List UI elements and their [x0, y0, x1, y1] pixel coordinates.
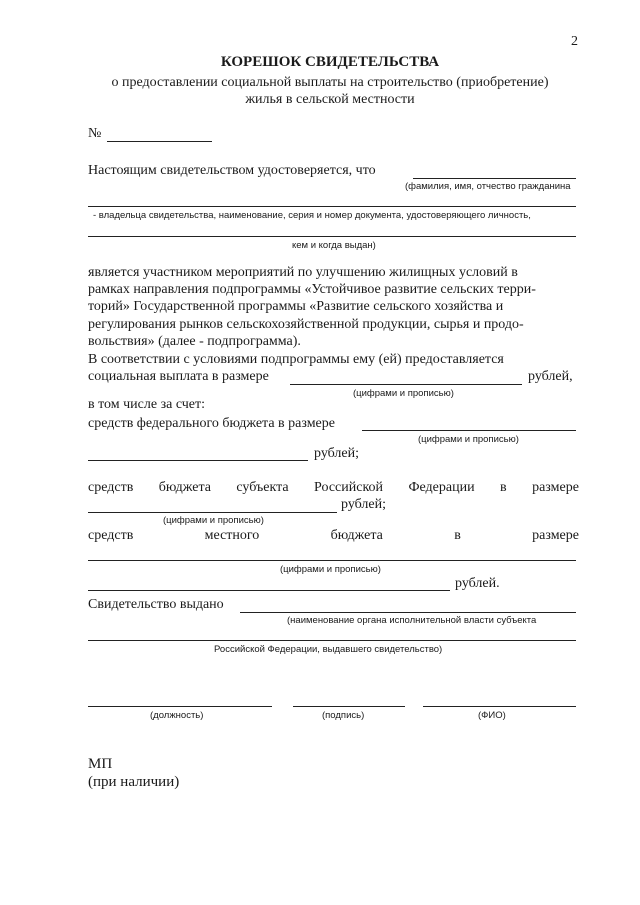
authority-line-2	[88, 640, 576, 641]
para2-line-1: В соответствии с условиями подпрограммы ему (ей) предоставляется	[88, 352, 504, 367]
local-amount-line-2	[88, 590, 450, 591]
federal-text: средств федерального бюджета в размере	[88, 416, 335, 431]
para1-line-5: вольствия» (далее - подпрограмма).	[88, 334, 301, 349]
including-text: в том числе за счет:	[88, 397, 206, 412]
federal-amount-line	[362, 430, 576, 431]
federal-amount-line-2	[88, 460, 308, 461]
caption-authority-2: Российской Федерации, выдавшего свидетельство)	[214, 644, 443, 655]
local-word: местного	[204, 528, 260, 543]
caption-position: (должность)	[150, 710, 204, 721]
local-word: размере	[532, 528, 579, 543]
regional-text	[88, 480, 579, 496]
regional-word: размере	[532, 480, 579, 495]
local-amount-line-1	[88, 560, 576, 561]
stamp-note: (при наличии)	[88, 774, 180, 790]
para2-line-2: социальная выплата в размере	[88, 369, 269, 384]
caption-issued: кем и когда выдан)	[292, 240, 376, 251]
regional-amount-line	[88, 512, 337, 513]
caption-digits-1: (цифрами и прописью)	[353, 388, 454, 399]
fio-short-line	[423, 706, 576, 707]
signature-line	[293, 706, 405, 707]
fio-line	[413, 178, 576, 179]
number-label: №	[88, 126, 102, 141]
regional-word: бюджета	[158, 480, 211, 495]
caption-fio: (фамилия, имя, отчество гражданина	[405, 181, 571, 192]
caption-digits-3: (цифрами и прописью)	[163, 515, 264, 526]
rubles-label-1: рублей,	[528, 369, 573, 384]
document-title: КОРЕШОК СВИДЕТЕЛЬСТВА	[220, 54, 440, 70]
payment-amount-line	[290, 384, 522, 385]
caption-signature: (подпись)	[322, 710, 365, 721]
para1-line-1	[88, 265, 576, 281]
rubles-label-3: рублей;	[341, 497, 386, 512]
certify-text: Настоящим свидетельством удостоверяется, что	[88, 163, 376, 178]
para1-line-4: регулирования рынков сельскохозяйственной продукции, сырья и продо-	[88, 317, 524, 332]
local-word: средств	[88, 528, 134, 543]
regional-word: средств	[88, 480, 134, 495]
issued-label: Свидетельство выдано	[88, 597, 224, 612]
authority-line-1	[240, 612, 576, 613]
regional-word: в	[500, 480, 507, 495]
caption-digits-4: (цифрами и прописью)	[280, 564, 381, 575]
regional-word: Федерации	[408, 480, 475, 495]
rubles-label-2: рублей;	[314, 446, 359, 461]
owner-line	[88, 206, 576, 207]
number-line	[107, 141, 212, 142]
caption-owner: - владельца свидетельства, наименование, серия и номер документа, удостоверяющего личность,	[93, 210, 531, 221]
stamp-label: МП	[88, 756, 113, 772]
para1-text-1: является участником мероприятий по улучшению жилищных условий в	[88, 265, 518, 280]
caption-digits-2: (цифрами и прописью)	[418, 434, 519, 445]
local-text	[88, 528, 579, 544]
regional-word: субъекта	[236, 480, 289, 495]
para1-line-2: рамках направления подпрограммы «Устойчивое развитие сельских терри-	[88, 282, 536, 297]
document-subtitle-line-2: жилья в сельской местности	[245, 92, 415, 107]
caption-authority-1: (наименование органа исполнительной власти субъекта	[287, 615, 537, 626]
regional-word: Российской	[314, 480, 384, 495]
position-line	[88, 706, 272, 707]
local-word: бюджета	[330, 528, 383, 543]
page-number: 2	[571, 34, 578, 49]
issued-line	[88, 236, 576, 237]
local-word: в	[454, 528, 461, 543]
document-subtitle-line-1: о предоставлении социальной выплаты на строительство (приобретение)	[111, 75, 549, 90]
rubles-label-4: рублей.	[455, 576, 500, 591]
caption-fio-short: (ФИО)	[478, 710, 506, 721]
para1-line-3: торий» Государственной программы «Развитие сельского хозяйства и	[88, 299, 504, 314]
